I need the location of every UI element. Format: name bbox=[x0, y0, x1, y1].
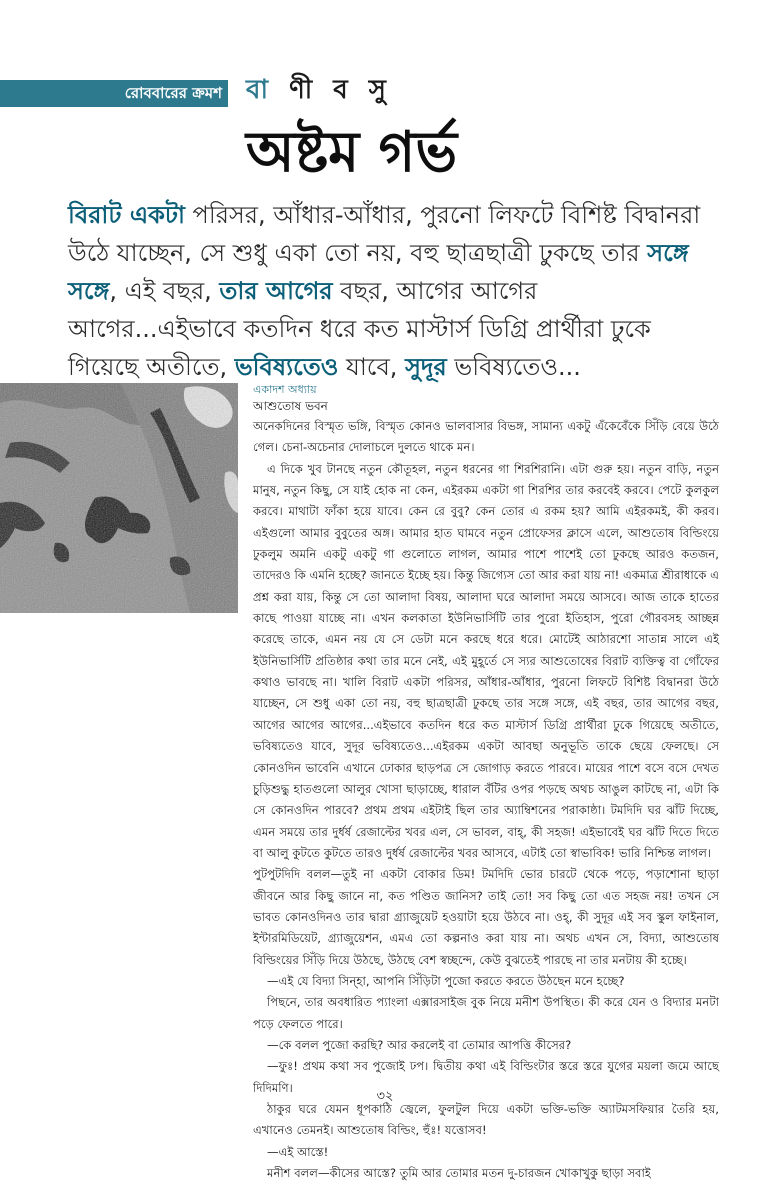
author-name bbox=[246, 72, 392, 108]
intro-highlight: সঙ্গে সঙ্গে bbox=[68, 239, 689, 305]
body-paragraph: অনেকদিনের বিস্মৃত ভঙ্গি, বিস্মৃত কোনও ভালবাসার বিভঙ্গ, সামান্য একটু এঁকেবেঁকে সিঁড়ি বেয়ে উঠে গেল। চেনা-অচেনার দোলাচলে দুলতে থাকে মন। bbox=[253, 419, 719, 455]
textured-illustration bbox=[0, 383, 238, 613]
illustration-image bbox=[0, 383, 238, 613]
intro-highlight: সুদূর bbox=[405, 353, 447, 381]
body-paragraph: পুটপুটদিদি বলল—তুই না একটা বোকার ডিম! টমদিদি ভোর চারটে থেকে পড়ে, পড়াশোনা ছাড়া জীবনে আর কিছু জানে না, কত পণ্ডিত জানিস? তাই তো! সব কিছু তো এত সহজ নয়! তখন সে ভাবত কোনওদিনও তার দ্বারা গ্র্যাজুয়েট হওয়াটা হয়ে উঠবে না। ওহ্‌, কী সুদূর এই সব স্কুল ফাইনাল, ইন্টারমিডিয়েট, গ্র্যাজুয়েশন, এমএ তো কল্পনাও করা যায় না। অথচ এখন সে, বিদ্যা, আশুতোষ বিল্ডিংয়ের সিঁড়ি দিয়ে উঠছে, উঠছে বেশ স্বচ্ছন্দে, কেউ বুঝতেই পারছে না তার মনটায় কী হচ্ছে। bbox=[253, 867, 719, 967]
series-banner bbox=[0, 80, 228, 107]
story-title: অষ্টম গর্ভ bbox=[246, 120, 458, 185]
intro-text: পরিসর, আঁধার-আঁধার, পুরনো লিফটে বিশিষ্ট বিদ্বানরা উঠে যাচ্ছেন, সে শুধু একা তো নয়, বহু ছাত্রছাত্রী ঢুকছে তার bbox=[68, 201, 701, 267]
author-initial: বা bbox=[246, 75, 275, 105]
body-paragraph: —এই যে বিদ্যা সিন্‌হা, আপনি সিঁড়িটা পুজো করতে করতে উঠছেন মনে হচ্ছে? bbox=[267, 973, 625, 988]
intro-highlight: তার আগের bbox=[219, 277, 333, 305]
series-label: রোববারের ক্রমশ bbox=[124, 84, 222, 102]
chapter-place-heading: আশুতোষ ভবন bbox=[253, 399, 328, 413]
intro-highlight: বিরাট একটা bbox=[68, 201, 185, 229]
intro-highlight: ভবিষ্যতেও bbox=[234, 353, 339, 381]
body-paragraph: এ দিকে খুব টানছে নতুন কৌতূহল, নতুন ধরনের গা শিরশিরানি। এটা গুরু হয়। নতুন বাড়ি, নতুন মানুষ, নতুন কিছু, সে যাই হোক না কেন, এইরকম একটা গা শিরশির তার করবেই করবে। পেটে কুলকুল করবে। মাথাটা ফাঁকা হয়ে যাবে। কেন রে বুবু? কেন তোর এ রকম হয়? আমি এইরকমই, কী করব। এইগুলো আমার বুবুতের অঙ্গ। আমার হাত ঘামবে নতুন প্রোফেসর ক্লাসে এলে, আশুতোষ বিল্ডিংয়ে ঢুকলুম অমনি একটু একটু গা গুলোতে লাগল, আমার পাশে পাশেই তো ঢুকছে আরও কতজন, তাদেরও কি এমনি হচ্ছে? জানতে ইচ্ছে হয়। কিন্তু জিগ্যেস তো আর করা যায় না! একমাত্র শ্রীরাধাকে এ প্রশ্ন করা যায়, কিন্তু সে তো আলাদা বিষয়, আলাদা ঘরে আলাদা সময়ে আসবে। আজ তাকে হাতের কাছে পাওয়া যাচ্ছে না। এখন কলকাতা ইউনিভার্সিটি তার পুরো ইতিহাস, পুরো গৌরবসহ আচ্ছন্ন করেছে তাকে, এমন নয় যে সে ডেটা মনে করছে ধরে ধরে। মোটেই আঠারশো সাতান্ন সালে এই ইউনিভার্সিটি প্রতিষ্ঠার কথা তার মনে নেই, এই মুহূর্তে সে স্যর আশুতোষের বিরাট ব্যক্তিত্ব বা গোঁফের কথাও ভাবছে না। খালি বিরাট একটা পরিসর, আঁধার-আঁধার, পুরনো লিফটে বিশিষ্ট বিদ্বানরা উঠে যাচ্ছেন, সে শুধু একা তো নয়, বহু ছাত্রছাত্রী ঢুকছে তার সঙ্গে সঙ্গে, এই বছর, তার আগের বছর, আগের আগের আগের...এইভাবে কতদিন ধরে কত মাস্টার্স ডিগ্রি প্রার্থীরা ঢুকে গিয়েছে অতীতে, ভবিষ্যতেও যাবে, সুদূর ভবিষ্যতেও...এইরকম একটা আবছা অনুভূতি তাকে ছেয়ে ফেলছে। সে কোনওদিন ভাবেনি এখানে ঢোকার ছাড়পত্র সে জোগাড় করতে পারবে। মায়ের পাশে বসে বসে দেখত চুড়িশুদ্ধু হাতগুলো আলুর খোসা ছাড়াচ্ছে, ধারাল বঁটির ওপর পড়ছে অথচ আঙুল কাটছে না, এটা কি সে কোনওদিন পারবে? প্রথম প্রথম এইটাই ছিল তার অ্যাম্বিশনের পরাকাষ্ঠা। টমদিদি ঘর ঝাঁট দিচ্ছে, এমন সময়ে তার দুর্ধর্ষ রেজাল্টের খবর এল, সে ভাবল, বাহ্‌, কী সহজ! এইভাবেই ঘর ঝাঁট দিতে দিতে বা আলু কুটতে কুটতে তারও দুর্ধর্ষ রেজাল্টের খবর আসবে, এটাই তো স্বাভাবিক! ভারি নিশ্চিন্ত লাগল। bbox=[253, 461, 719, 860]
body-paragraph: পিছনে, তার অবধারিত প্যাংলা এক্সারসাইজ বুক নিয়ে মনীশ উপস্থিত। কী করে যেন ও বিদ্যার মনটা পড়ে ফেলতে পারে। bbox=[253, 995, 719, 1031]
body-paragraph: —এই আস্তে! bbox=[267, 1144, 329, 1159]
chapter-label: একাদশ অধ্যায় bbox=[253, 383, 317, 396]
body-paragraph: —ফুঃ! প্রথম কথা সব পুজোই ঢপ। দ্বিতীয় কথা এই বিল্ডিংটার স্তরে স্তরে যুগের ময়লা জমে আছে দিদিমণি। bbox=[253, 1059, 719, 1095]
author-rest: ণী ব সু bbox=[289, 75, 392, 105]
intro-text: যাবে, bbox=[338, 353, 406, 381]
body-paragraph: মনীশ বলল—কীসের আস্তে? তুমি আর তোমার মতন দু-চারজন খোকাখুকু ছাড়া সবাই bbox=[267, 1166, 651, 1181]
body-paragraph: ঠাকুর ঘরে যেমন ধূপকাঠি জ্বেলে, ফুলটুল দিয়ে একটা ভক্তি-ভক্তি অ্যাটমসফিয়ার তৈরি হয়, এখানেও তেমনই। আশুতোষ বিল্ডিং, হুঁঃ! যত্তোসব! bbox=[253, 1102, 719, 1138]
page-number: ৩২ bbox=[376, 1089, 394, 1104]
intro-blurb bbox=[68, 196, 708, 386]
intro-text: ভবিষ্যতেও... bbox=[446, 353, 581, 381]
intro-text: বছর, আগের আগের আগের...এইভাবে কতদিন ধরে কত মাস্টার্স ডিগ্রি প্রার্থীরা ঢুকে গিয়েছে অতীতে, bbox=[68, 277, 651, 381]
intro-text: , এই বছর, bbox=[109, 277, 220, 305]
body-paragraph: —কে বলল পুজো করছি? আর করলেই বা তোমার আপত্তি কীসের? bbox=[267, 1037, 572, 1052]
